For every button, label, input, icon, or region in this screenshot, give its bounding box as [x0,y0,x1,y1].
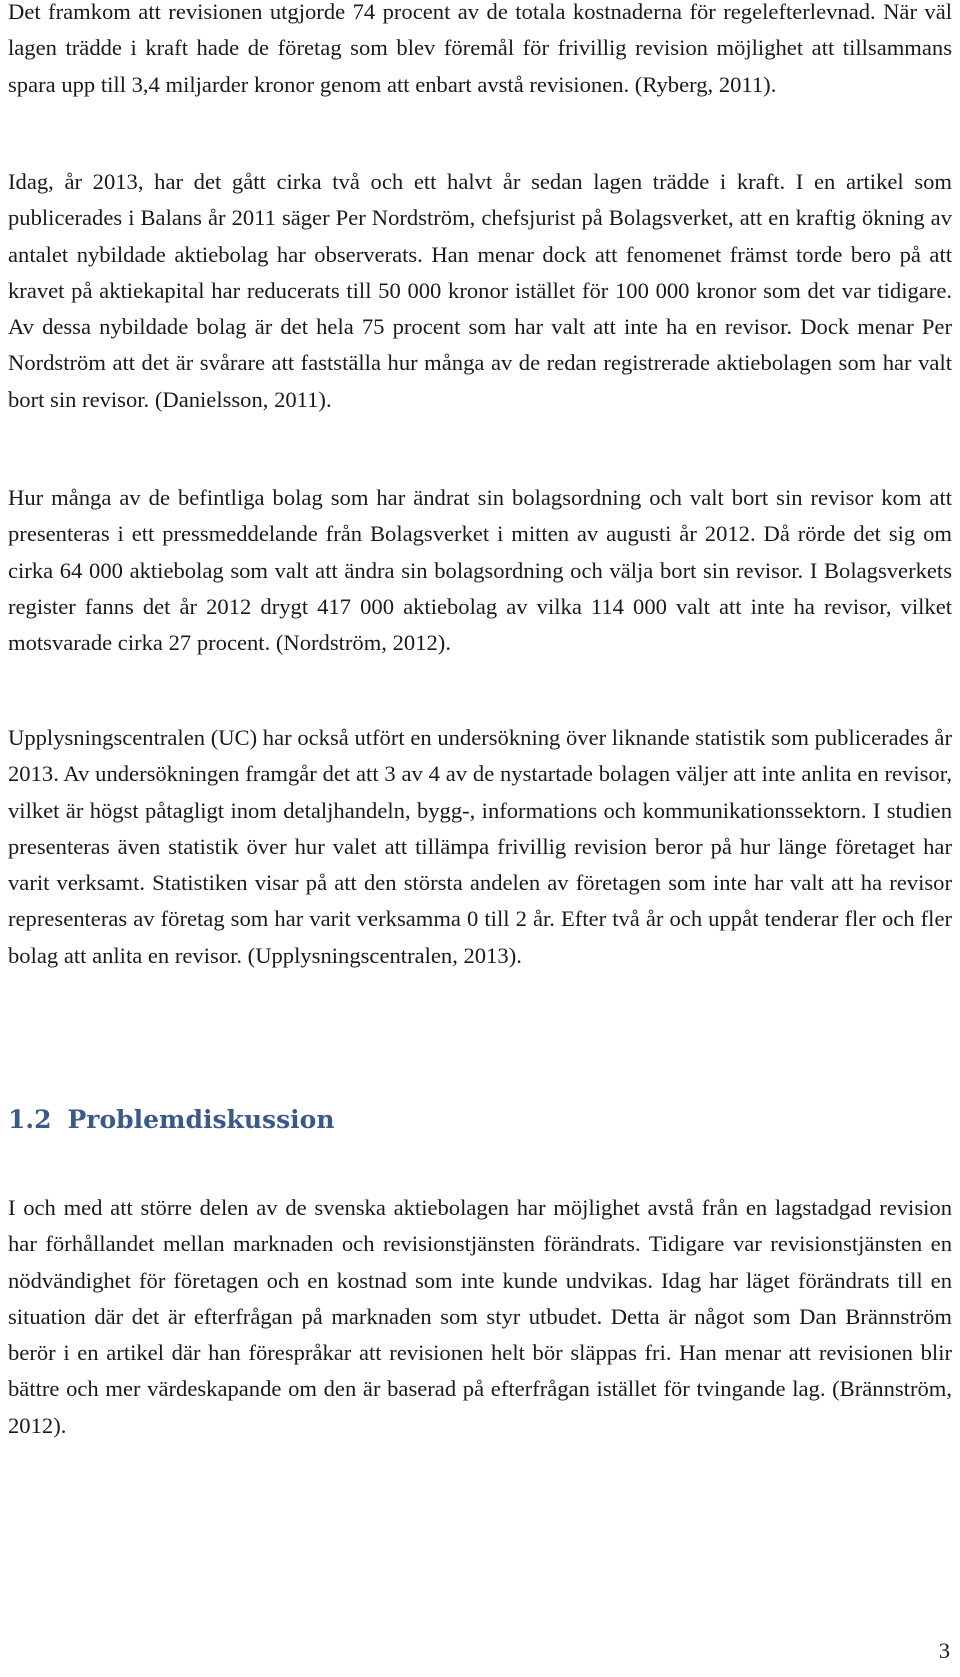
paragraph-uc-study: Upplysningscentralen (UC) har också utfört en undersökning över liknande statistik som publicerades år 2013. Av undersökningen framgår det att 3 av 4 av de nystartade bolagen väljer att inte anlita en revisor, vilket är högst påtagligt inom detaljhandeln, bygg-, informations och kommunikationssektorn. I studien presenteras även statistik över hur valet att tillämpa frivillig revision beror på hur länge företaget har varit verksamt. Statistiken visar på att den största andelen av företagen som inte har valt att ha revisor representeras av företag som har varit verksamma 0 till 2 år. Efter två år och uppåt tenderar fler och fler bolag att anlita en revisor. (Upplysningscentralen, 2013). [8,725,952,968]
page-number: 3 [938,1638,950,1663]
paragraph-revision-costs: Det framkom att revisionen utgjorde 74 procent av de totala kostnaderna för regelefterlevnad. När väl lagen trädde i kraft hade de företag som blev föremål för frivillig revision möjlighet att tillsammans spara upp till 3,4 miljarder kronor genom att enbart avstå revisionen. (Ryberg, 2011). [8,0,952,97]
paragraph-balans-article: Idag, år 2013, har det gått cirka två och ett halvt år sedan lagen trädde i kraft. I en artikel som publicerades i Balans år 2011 säger Per Nordström, chefsjurist på Bolagsverket, att en kraftig ökning av antalet nybildade aktiebolag har observerats. Han menar dock att fenomenet främst torde bero på att kravet på aktiekapital har reducerats till 50 000 kronor istället för 100 000 kronor som det var tidigare. Av dessa nybildade bolag är det hela 75 procent som har valt att inte ha en revisor. Dock menar Per Nordström att det är svårare att fastställa hur många av de redan registrerade aktiebolagen som har valt bort sin revisor. (Danielsson, 2011). [8,169,952,412]
paragraph-bolagsverket-press: Hur många av de befintliga bolag som har ändrat sin bolagsordning och valt bort sin revisor kom att presenteras i ett pressmeddelande från Bolagsverket i mitten av augusti år 2012. Då rörde det sig om cirka 64 000 aktiebolag som valt att ändra sin bolagsordning och välja bort sin revisor. I Bolagsverkets register fanns det år 2012 drygt 417 000 aktiebolag av vilka 114 000 valt att inte ha revisor, vilket motsvarade cirka 27 procent. (Nordström, 2012). [8,485,952,656]
section-heading [8,1104,335,1136]
section-number: 1.2 [8,1105,52,1134]
section-title: Problemdiskussion [67,1105,335,1134]
paragraph-problem-discussion: I och med att större delen av de svenska aktiebolagen har möjlighet avstå från en lagstadgad revision har förhållandet mellan marknaden och revisionstjänsten förändrats. Tidigare var revisionstjänsten en nödvändighet för företagen och en kostnad som inte kunde undvikas. Idag har läget förändrats till en situation där det är efterfrågan på marknaden som styr utbudet. Detta är något som Dan Brännström berör i en artikel där han förespråkar att revisionen helt bör släppas fri. Han menar att revisionen blir bättre och mer värdeskapande om den är baserad på efterfrågan istället för tvingande lag. (Brännström, 2012). [8,1195,952,1438]
